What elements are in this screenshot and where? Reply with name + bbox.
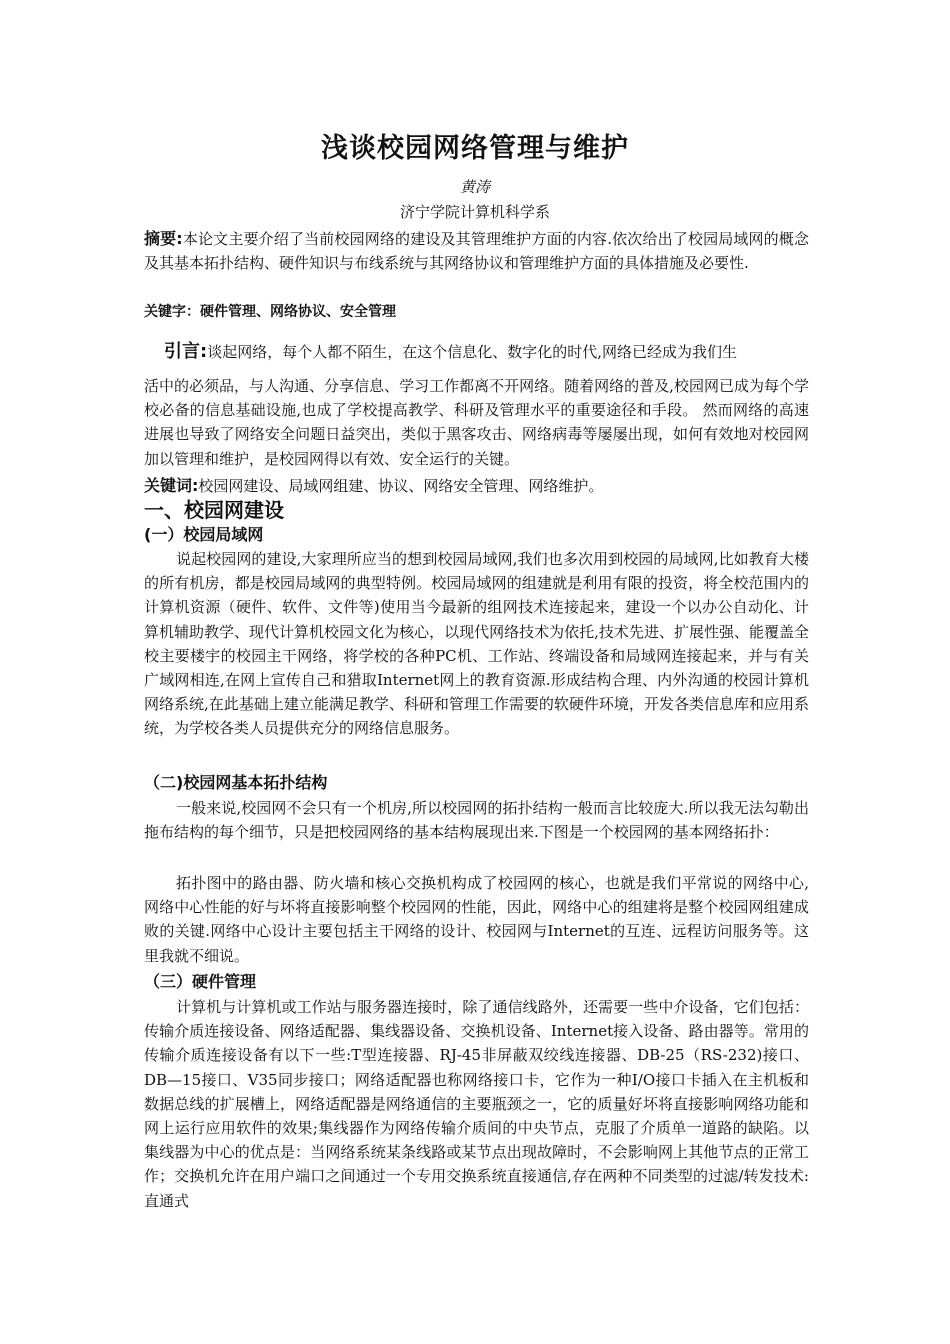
- keywords-line-2: [144, 474, 809, 498]
- introduction-label: 引言:: [164, 341, 208, 362]
- section-heading: 一、校园网建设: [144, 498, 284, 522]
- author-affiliation: 济宁学院计算机科学系: [399, 203, 550, 221]
- paragraph: 说起校园网的建设,大家理所应当的想到校园局域网,我们也多次用到校园的局域网,比如教育大楼的所有机房，都是校园局域网的典型特例。校园局域网的组建就是利用有限的投资，将全校范围内的计算机资源（硬件、软件、文件等)使用当今最新的组网技术连接起来，建设一个以办公自动化、计算机辅助教学、现代计算机校园文化为核心，以现代网络技术为依托,技术先进、扩展性强、能覆盖全校主要楼宇的校园主干网络，将学校的各种PC机、工作站、终端设备和局域网连接起来，并与有关广域网相连,在网上宣传自己和猎取Internet网上的教育资源.形成结构合理、内外沟通的校园计算机网络系统,在此基础上建立能满足教学、科研和管理工作需要的软硬件环境，开发各类信息库和应用系统，为学校各类人员提供充分的网络信息服务。: [144, 550, 809, 738]
- abstract-label: 摘要:: [144, 229, 183, 248]
- introduction-first-text: 谈起网络，每个人都不陌生，在这个信息化、数字化的时代,网络已经成为我们生: [207, 343, 737, 361]
- keywords-line: 关键字：硬件管理、网络协议、安全管理: [144, 304, 396, 320]
- subsection-heading: （三）硬件管理: [144, 972, 257, 991]
- paragraph: 计算机与计算机或工作站与服务器连接时，除了通信线路外，还需要一些中介设备，它们包括：传输介质连接设备、网络适配器、集线器设备、交换机设备、Internet接入设备、路由器等。常用的传输介质连接设备有以下一些:T型连接器、RJ-45非屏蔽双绞线连接器、DB-25（RS-232)接口、DB—15接口、V35同步接口；网络适配器也称网络接口卡，它作为一种I/O接口卡插入在主机板和数据总线的扩展槽上，网络适配器是网络通信的主要瓶颈之一，它的质量好坏将直接影响网络功能和网上运行应用软件的效果;集线器作为网络传输介质间的中央节点，克服了介质单一道路的缺陷。以集线器为中心的优点是：当网络系统某条线路或某节点出现故障时，不会影响网上其他节点的正常工作；交换机允许在用户端口之间通过一个专用交换系统直接通信,存在两种不同类型的过滤/转发技术:直通式: [144, 998, 809, 1210]
- introduction-first-line: [144, 338, 809, 366]
- abstract: [144, 227, 809, 275]
- author-name: 黄涛: [459, 178, 490, 196]
- introduction-body: 活中的必须品，与人沟通、分享信息、学习工作都离不开网络。随着网络的普及,校园网已成为每个学校必备的信息基础设施,也成了学校提高教学、科研及管理水平的重要途径和手段。 然而网络的高速进展也导致了网络安全问题日益突出，类似于黑客攻击、网络病毒等屡屡出现，如何有效地对校园网加以管理和维护，是校园网得以有效、安全运行的关键。: [144, 377, 809, 468]
- paragraph: 一般来说,校园网不会只有一个机房,所以校园网的拓扑结构一般而言比较庞大.所以我无法勾勒出拖布结构的每个细节，只是把校园网络的基本结构展现出来.下图是一个校园网的基本网络拓扑：: [144, 799, 809, 842]
- abstract-text: 本论文主要介绍了当前校园网络的建设及其管理维护方面的内容.依次给出了校园局域网的概念及其基本拓扑结构、硬件知识与布线系统与其网络协议和管理维护方面的具体措施及必要性.: [144, 230, 809, 273]
- paragraph: 拓扑图中的路由器、防火墙和核心交换机构成了校园网的核心，也就是我们平常说的网络中心,网络中心性能的好与坏将直接影响整个校园网的性能，因此，网络中心的组建将是整个校园网组建成败的关键.网络中心设计主要包括主干网络的设计、校园网与Internet的互连、远程访问服务等。这里我就不细说。: [144, 874, 809, 965]
- keywords-label: 关键词:: [144, 476, 199, 495]
- paper-title: 浅谈校园网络管理与维护: [321, 133, 629, 164]
- subsection-heading: (一）校园局域网: [144, 525, 264, 544]
- subsection-heading: （二)校园网基本拓扑结构: [144, 773, 328, 792]
- keywords-text: 校园网建设、局域网组建、协议、网络安全管理、网络维护。: [198, 477, 604, 495]
